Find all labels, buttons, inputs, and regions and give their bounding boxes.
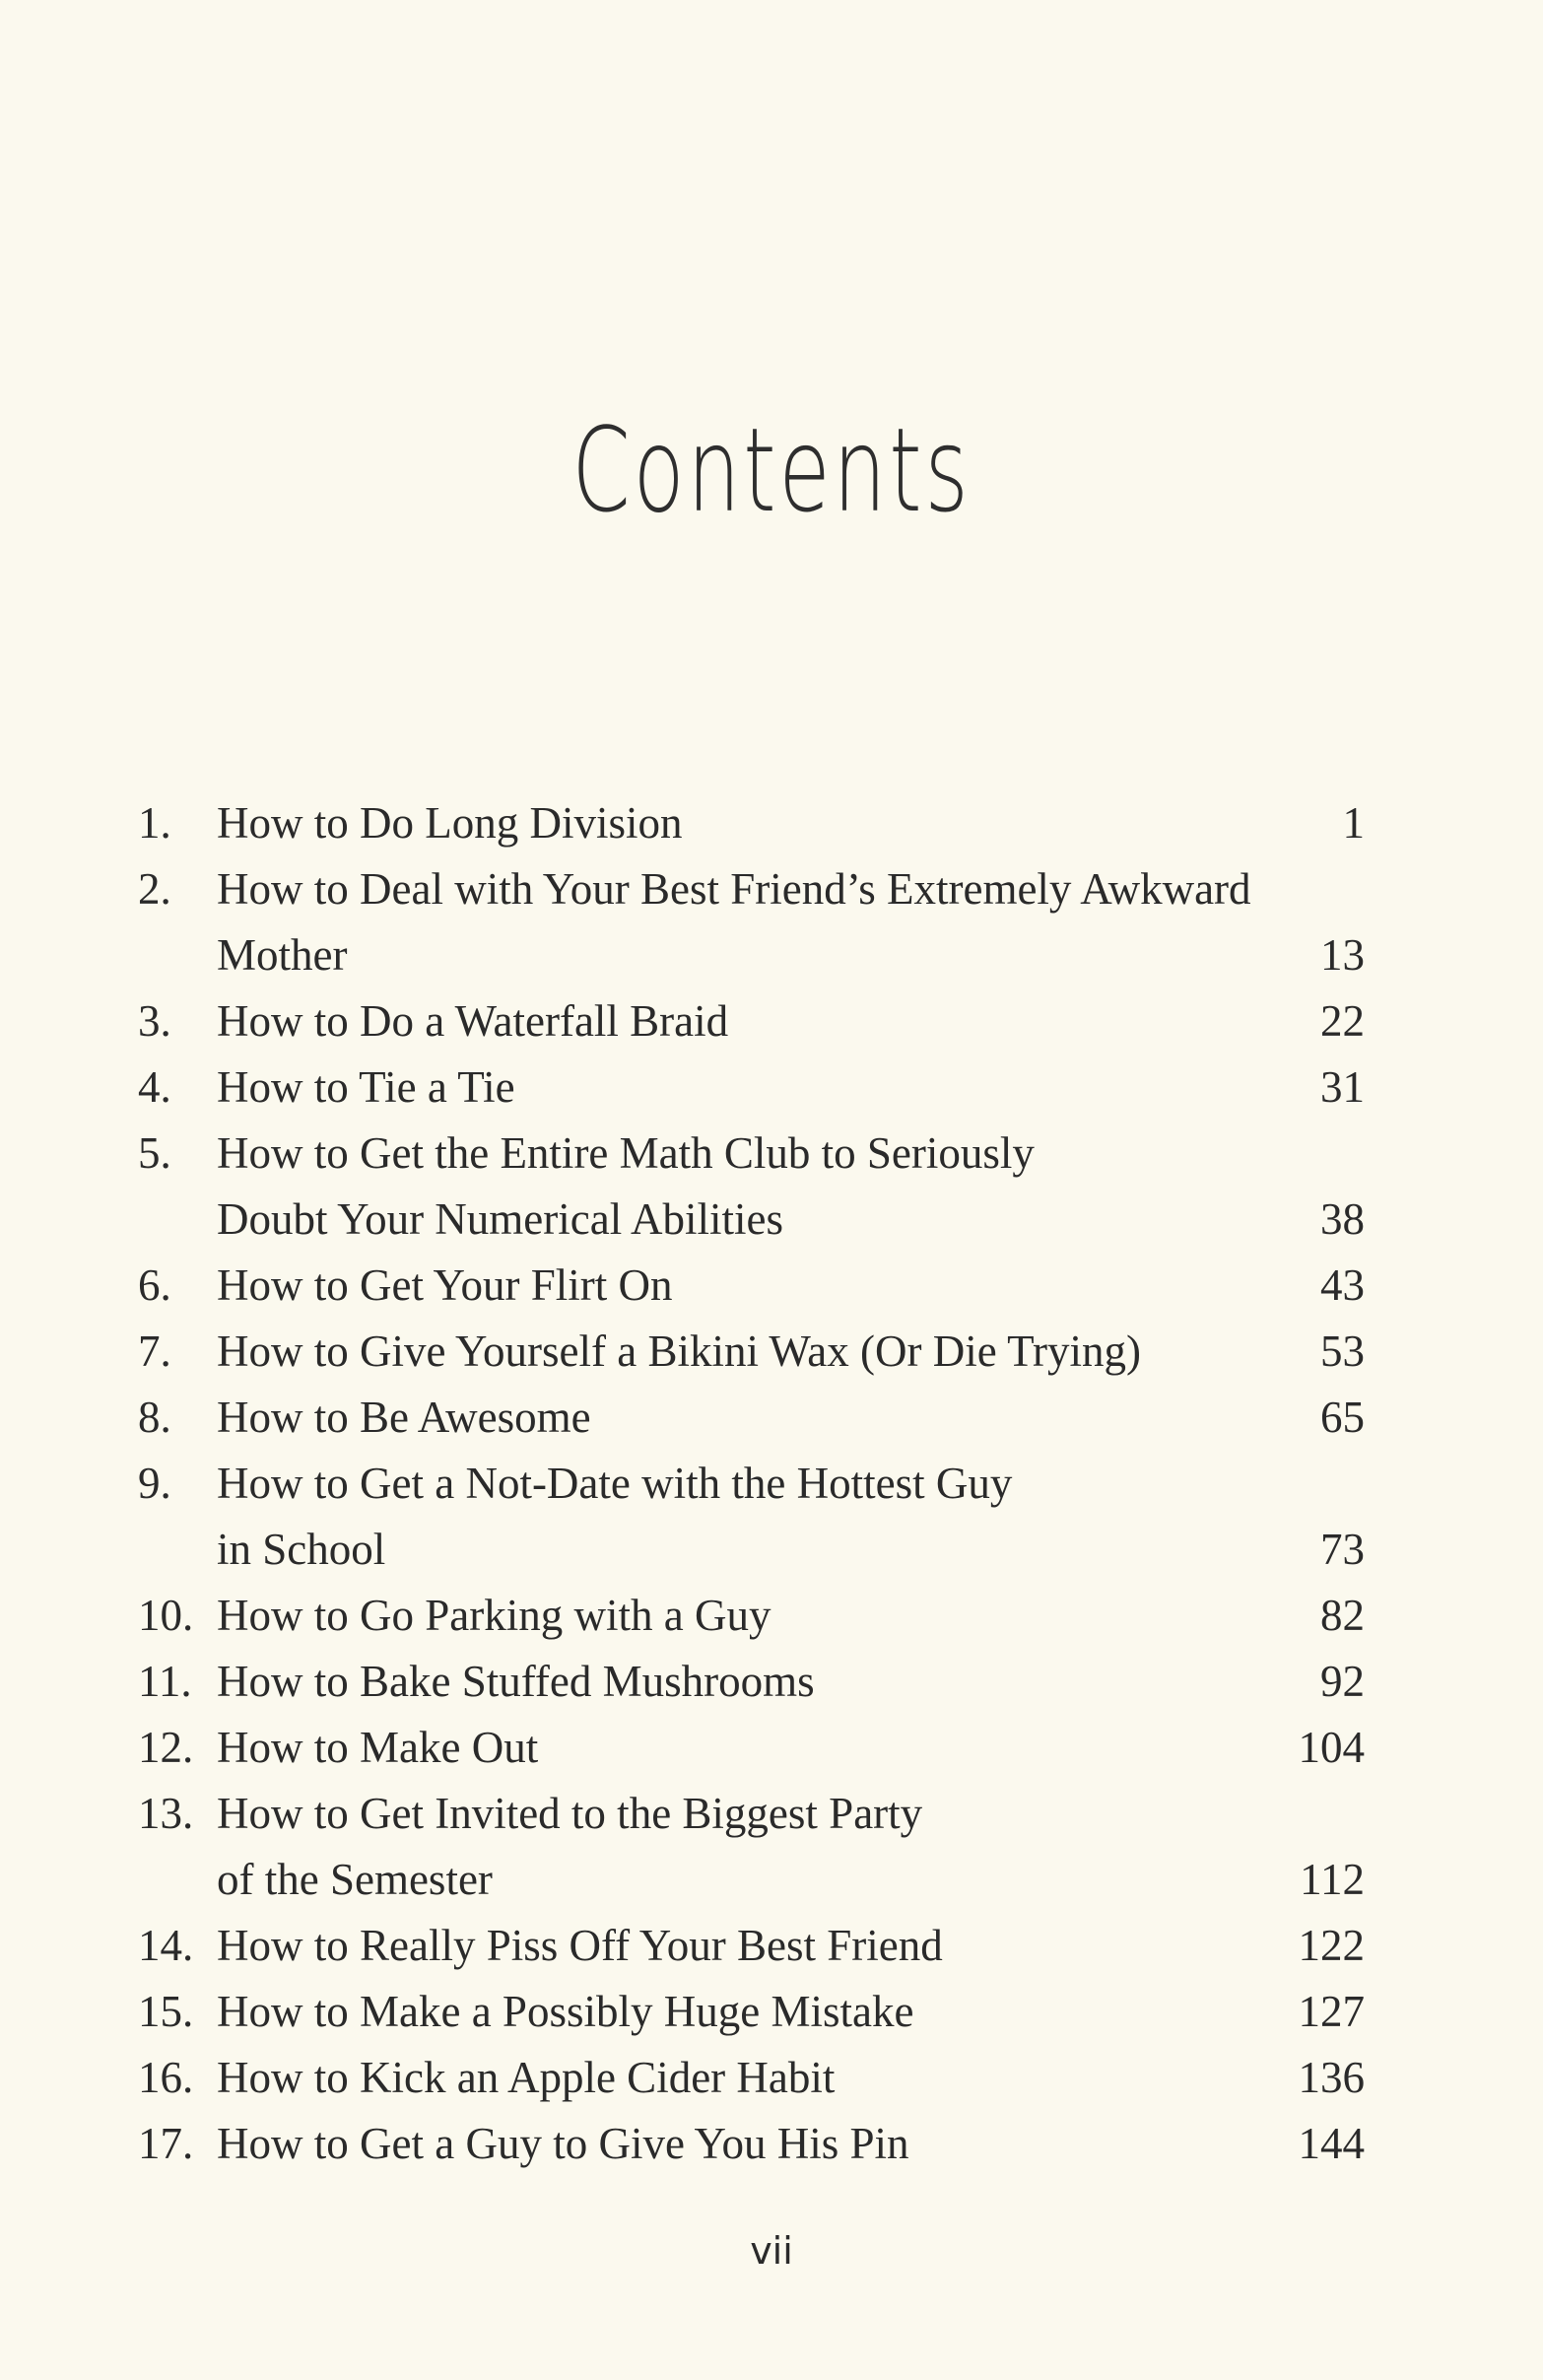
toc-entry-title: Doubt Your Numerical Abilities	[217, 1194, 783, 1244]
toc-entry-title: How to Kick an Apple Cider Habit	[217, 2053, 836, 2102]
toc-entry-number: 14.	[138, 1921, 194, 1970]
toc-entry-title: of the Semester	[217, 1855, 493, 1904]
toc-entry-title: How to Really Piss Off Your Best Friend	[217, 1921, 943, 1970]
table-of-contents	[138, 790, 1365, 2177]
toc-entry-number: 11.	[138, 1657, 192, 1706]
toc-entry-page: 31	[1320, 1062, 1365, 1112]
toc-entry-title: How to Get Your Flirt On	[217, 1260, 673, 1310]
toc-entry-number: 13.	[138, 1789, 194, 1838]
toc-entry-page: 13	[1320, 930, 1365, 980]
toc-line	[138, 1913, 1365, 1979]
toc-entry-page: 82	[1320, 1591, 1365, 1640]
toc-entry-page: 73	[1320, 1525, 1365, 1574]
toc-line	[138, 1121, 1365, 1187]
toc-line	[138, 1979, 1365, 2045]
toc-entry-title: in School	[217, 1525, 386, 1574]
toc-line	[138, 1253, 1365, 1319]
toc-entry-number: 16.	[138, 2053, 194, 2102]
toc-line	[138, 922, 1365, 988]
toc-entry-title: How to Bake Stuffed Mushrooms	[217, 1657, 815, 1706]
toc-entry-page: 38	[1320, 1194, 1365, 1244]
toc-entry-page: 112	[1300, 1855, 1365, 1904]
toc-entry-number: 10.	[138, 1591, 194, 1640]
toc-entry-title: How to Give Yourself a Bikini Wax (Or Die Trying)	[217, 1326, 1142, 1376]
toc-entry-number: 7.	[138, 1326, 171, 1376]
toc-entry-page: 127	[1298, 1987, 1365, 2036]
toc-entry-number: 5.	[138, 1128, 171, 1178]
toc-entry-page: 22	[1320, 996, 1365, 1046]
toc-entry-title: How to Make Out	[217, 1723, 539, 1772]
toc-entry-number: 3.	[138, 996, 171, 1046]
toc-entry-number: 4.	[138, 1062, 171, 1112]
toc-entry-page: 92	[1320, 1657, 1365, 1706]
toc-entry-title: How to Get Invited to the Biggest Party	[217, 1789, 923, 1838]
toc-entry-page: 53	[1320, 1326, 1365, 1376]
toc-line	[138, 2111, 1365, 2177]
toc-entry-number: 17.	[138, 2119, 194, 2168]
toc-line	[138, 1847, 1365, 1913]
toc-entry-title: How to Be Awesome	[217, 1393, 591, 1442]
toc-entry-title: How to Tie a Tie	[217, 1062, 515, 1112]
toc-entry-title: How to Get a Guy to Give You His Pin	[217, 2119, 909, 2168]
toc-entry-page: 104	[1298, 1723, 1365, 1772]
toc-line	[138, 856, 1365, 922]
page-title: Contents	[571, 402, 972, 538]
toc-entry-title: How to Make a Possibly Huge Mistake	[217, 1987, 914, 2036]
toc-line	[138, 1781, 1365, 1847]
toc-line	[138, 1054, 1365, 1121]
toc-entry-page: 122	[1298, 1921, 1365, 1970]
toc-entry-page: 65	[1320, 1393, 1365, 1442]
toc-entry-number: 12.	[138, 1723, 194, 1772]
toc-entry-number: 8.	[138, 1393, 171, 1442]
toc-entry-page: 1	[1342, 798, 1365, 848]
toc-entry-page: 144	[1298, 2119, 1365, 2168]
toc-line	[138, 1451, 1365, 1517]
toc-line	[138, 988, 1365, 1054]
toc-entry-title: How to Do a Waterfall Braid	[217, 996, 729, 1046]
toc-entry-number: 9.	[138, 1459, 171, 1508]
toc-entry-title: Mother	[217, 930, 348, 980]
toc-entry-title: How to Do Long Division	[217, 798, 683, 848]
toc-line	[138, 2045, 1365, 2111]
toc-line	[138, 1385, 1365, 1451]
toc-entry-number: 2.	[138, 864, 171, 914]
page-number: vii	[750, 2229, 793, 2273]
toc-entry-title: How to Get a Not-Date with the Hottest Guy	[217, 1459, 1013, 1508]
toc-line	[138, 1715, 1365, 1781]
toc-entry-title: How to Go Parking with a Guy	[217, 1591, 772, 1640]
toc-entry-number: 15.	[138, 1987, 194, 2036]
toc-entry-title: How to Get the Entire Math Club to Seriously	[217, 1128, 1035, 1178]
toc-entry-page: 136	[1298, 2053, 1365, 2102]
toc-entry-page: 43	[1320, 1260, 1365, 1310]
toc-line	[138, 1187, 1365, 1253]
toc-entry-number: 1.	[138, 798, 171, 848]
toc-line	[138, 1517, 1365, 1583]
toc-line	[138, 1649, 1365, 1715]
toc-line	[138, 790, 1365, 856]
toc-line	[138, 1319, 1365, 1385]
toc-entry-number: 6.	[138, 1260, 171, 1310]
toc-line	[138, 1583, 1365, 1649]
toc-entry-title: How to Deal with Your Best Friend’s Extremely Awkward	[217, 864, 1251, 914]
